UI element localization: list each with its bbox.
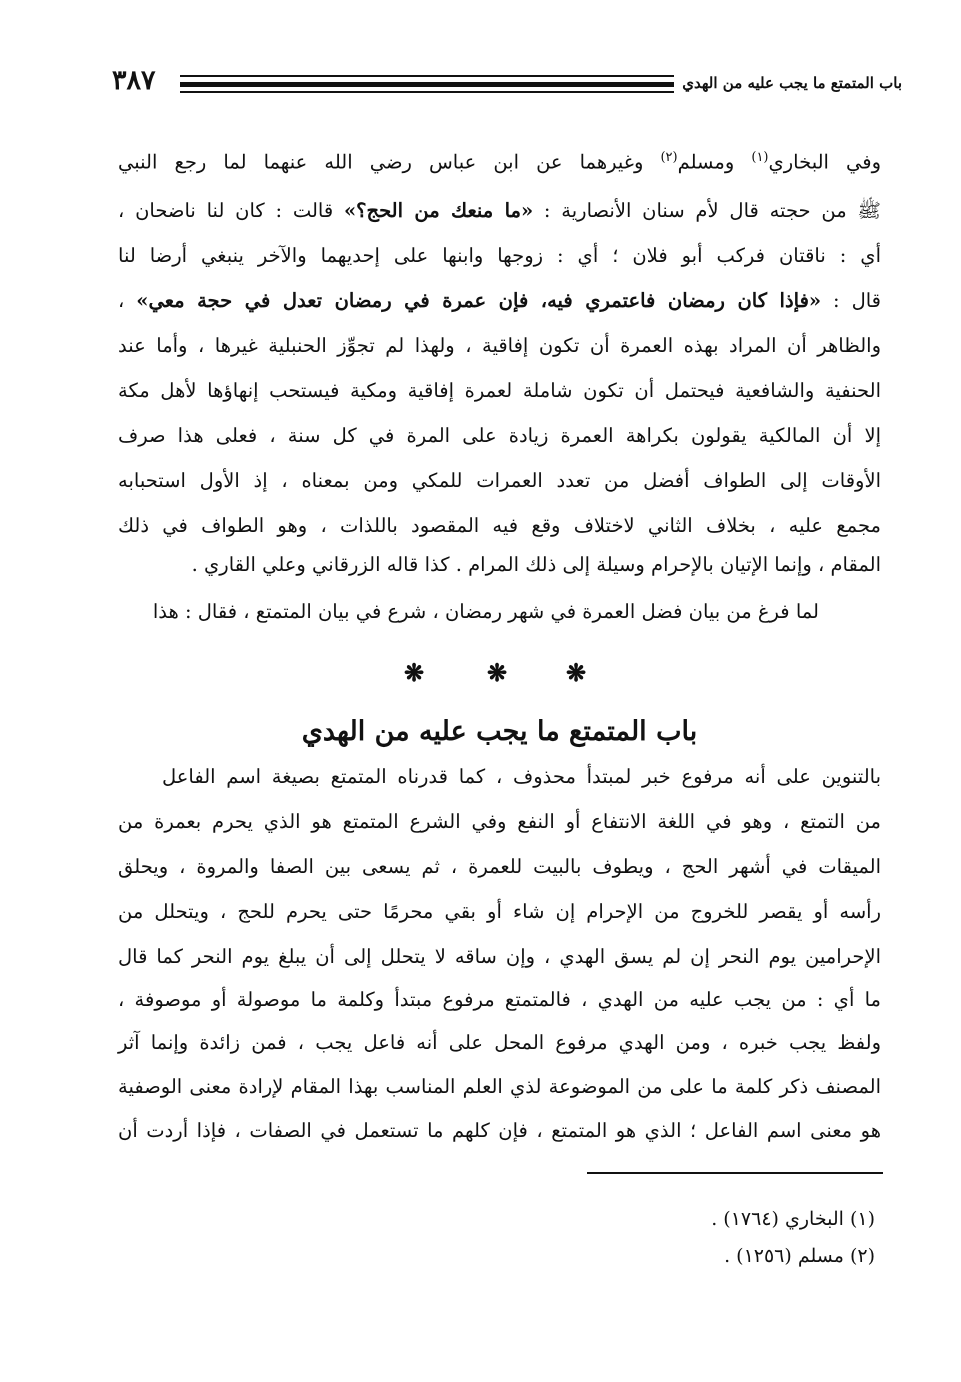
section-heading: باب المتمتع ما يجب عليه من الهدي [301,716,698,747]
text-line: الميقات في أشهر الحج ، ويطوف بالبيت للعمرة ، ثم يسعى بين الصفا والمروة ، ويحلق [118,855,881,878]
footnote: (٢) مسلم (١٢٥٦) . [724,1245,875,1267]
separator-star: ❋ [487,658,508,687]
text-line: إلا أن المالكية يقولون بكراهة العمرة زيادة على المرة في كل سنة ، فعلى هذا صرف [118,424,881,447]
text-line: الإحرامين يوم النحر إن لم يسق الهدي ، وإن ساقه لا يتحلل إلى أن يبلغ يوم النحر كما قال [118,945,881,968]
header-chapter-title: باب المتمتع ما يجب عليه من الهدي [682,74,902,92]
header-rule [180,75,674,77]
hadith-quote: «فإذا كان رمضان فاعتمري فيه، فإن عمرة في رمضان تعدل في حجة معي» [136,289,822,312]
text-line: بالتنوين على أنه مرفوع خبر لمبتدأ محذوف ، كما قدرناه المتمتع بصيغة اسم الفاعل [162,765,881,788]
footnote-ref: (٢) [660,150,678,165]
text-line: ولفظ يجب خبره ، ومن الهدي مرفوع المحل على أنه فاعل يجب ، فمن زائدة وإنما آثر [118,1031,881,1054]
footnote: (١) البخاري (١٧٦٤) . [711,1208,875,1230]
hadith-quote: «ما منعك من الحج؟» [343,199,534,222]
footnote-ref: (١) [751,150,769,165]
transition-line: لما فرغ من بيان فضل العمرة في شهر رمضان ، شرع في بيان المتمتع ، فقال : هذا [152,600,819,623]
text-line: والظاهر أن المراد بهذه العمرة أن تكون إفاقية ، ولهذا لم تجوِّز الحنبلية غيرها ، وأما عند [118,334,881,357]
page-number: ٣٨٧ [112,65,156,96]
text-line: ﷺ من حجته قال لأم سنان الأنصارية : «ما منعك من الحج؟» قالت : كان لنا ناضحان ، [118,199,881,222]
text-line: قال : «فإذا كان رمضان فاعتمري فيه، فإن عمرة في رمضان تعدل في حجة معي» ، [118,289,881,312]
text-line: الأوقات إلى الطواف أفضل من تعدد العمرات للمكي ومن بمعناه ، إذ الأول استحبابه [118,469,881,492]
text-line: المقام ، وإنما الإتيان بالإحرام وسيلة إلى ذلك المرام . كذا قاله الزرقاني وعلي القاري . [191,553,881,576]
text-line: رأسه أو يقصر للخروج من الإحرام إن شاء أو بقي محرمًا حتى يحرم للحج ، ويتحلل من [118,900,881,923]
text-line: من التمتع ، وهو في اللغة الانتفاع أو النفع وفي الشرع المتمتع هو الذي يحرم بعمرة من [118,810,881,833]
text-line: ما أي : من يجب عليه من الهدي ، فالمتمتع مرفوع مبتدأ وكلمة ما موصولة أو موصوفة ، [118,988,881,1011]
text-line: المصنف ذكر كلمة ما على من الموضوعة لذي العلم المناسب بهذا المقام لإرادة معنى الوصفية [118,1075,881,1098]
text-line: الحنفية والشافعية فيحتمل أن تكون شاملة لعمرة إفاقية ومكية فيستحب إنهاؤها لأهل مكة [118,379,881,402]
separator-star: ❋ [404,658,425,687]
footnote-divider [587,1172,883,1174]
text-line: أي : ناقتان فركب أبو فلان ؛ أي : زوجها وابنها على إحديهما والآخر ينبغي أرضا لنا [118,244,881,267]
separator-star: ❋ [566,658,587,687]
header-rule [180,91,674,93]
text-line: وفي البخاري$^{(١)}$ ومسلم$^{(٢)}$ وغيرهما عن ابن عباس رضي الله عنهما لما رجع النبي [118,150,882,174]
running-header [112,62,902,102]
header-rule [180,82,674,87]
text-line: مجمع عليه ، بخلاف الثاني لاختلاف وقع فيه المقصود باللذات ، وهو الطواف في ذلك [118,514,881,537]
text-line: هو معنى اسم الفاعل ؛ الذي هو المتمتع ، فإن كلهم ما تستعمل في الصفات ، فإذا أردت أن [118,1119,881,1142]
